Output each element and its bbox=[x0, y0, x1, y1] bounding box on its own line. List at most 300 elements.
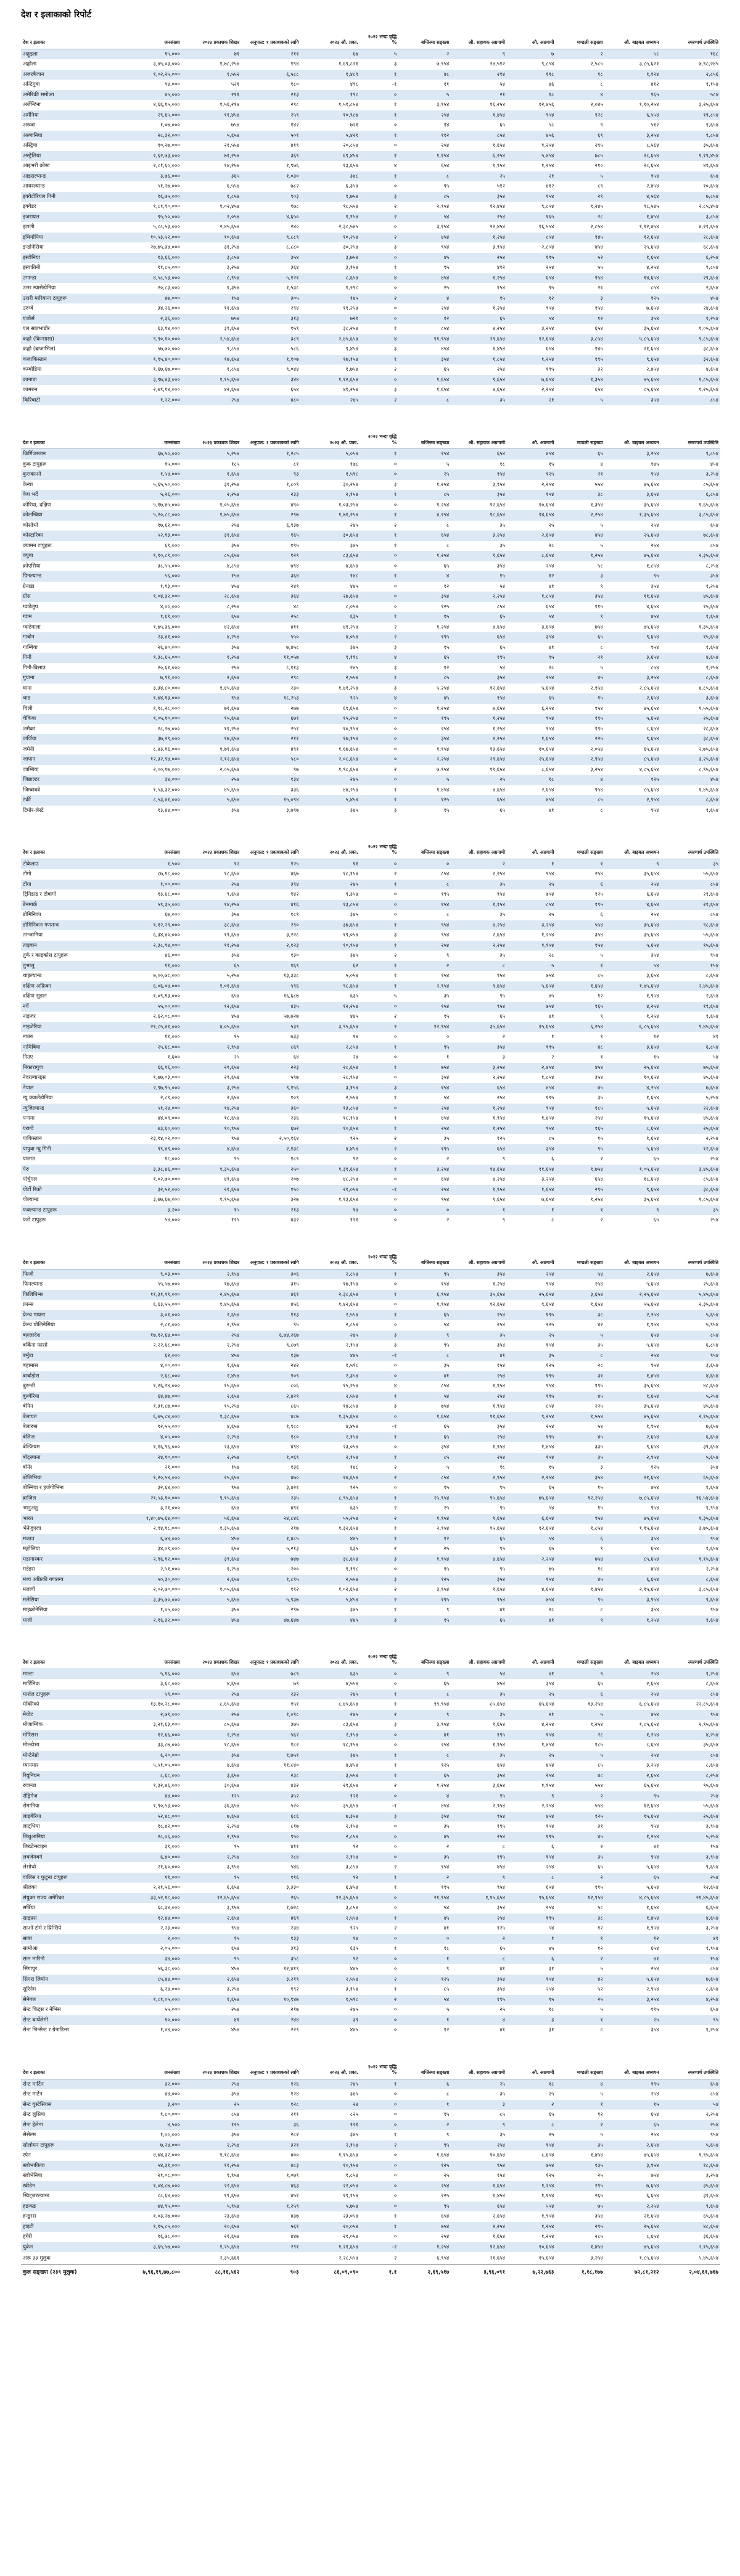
value-cell: ३७,६५४ bbox=[343, 922, 358, 928]
value-cell: २५ bbox=[548, 522, 554, 529]
value-cell: ८,६५४ bbox=[345, 275, 358, 281]
value-cell: ० bbox=[393, 2152, 397, 2158]
value-cell: ५५,६५४ bbox=[703, 1803, 718, 1810]
value-cell: ४९१ bbox=[290, 746, 299, 753]
value-cell: १२५ bbox=[594, 1813, 603, 1820]
value-cell: ३५ bbox=[500, 1332, 506, 1339]
value-cell: १,३५,६५४ bbox=[220, 1166, 240, 1173]
country-name-cell: ब्राजिल bbox=[23, 1495, 36, 1501]
value-cell: ८५४ bbox=[710, 1752, 718, 1759]
value-cell: १०,२५४ bbox=[343, 234, 358, 241]
value-cell: ८ bbox=[502, 962, 506, 969]
value-cell: १,३५,६५४ bbox=[220, 1525, 240, 1532]
value-cell: १५४ bbox=[441, 1281, 450, 1287]
value-cell: १,१२४ bbox=[646, 71, 659, 78]
country-row bbox=[21, 1503, 720, 1514]
value-cell: १ bbox=[393, 542, 397, 549]
country-row bbox=[21, 1331, 720, 1341]
value-cell: २५४ bbox=[651, 1670, 659, 1677]
value-cell: ३,९५४ bbox=[492, 244, 506, 251]
value-cell: ४,८५,६५४ bbox=[699, 685, 718, 691]
value-cell: २५,९५४ bbox=[434, 1495, 450, 1501]
country-name-cell: अस्ट्रेलिया bbox=[23, 152, 41, 159]
value-cell: ५,६५४ bbox=[646, 1885, 659, 1891]
value-cell: १९८ bbox=[350, 91, 358, 98]
value-cell: १,६७,६७,००० bbox=[153, 366, 180, 373]
value-cell: १५४ bbox=[441, 1864, 450, 1871]
value-cell: ३५ bbox=[597, 1095, 603, 1102]
value-cell: २,६५४ bbox=[705, 993, 718, 1000]
value-cell: ४,६५४ bbox=[226, 1681, 240, 1688]
value-cell: ६,४५४ bbox=[345, 1885, 358, 1891]
value-cell: २११ bbox=[290, 2112, 299, 2118]
value-cell: ८,६५४ bbox=[705, 1762, 718, 1769]
value-cell: ३,६५४ bbox=[590, 1291, 603, 1298]
value-cell: १३४ bbox=[290, 777, 299, 783]
value-cell: ५,६५४ bbox=[705, 1454, 718, 1461]
value-cell: ९,६५४ bbox=[646, 1186, 659, 1193]
country-row bbox=[21, 1185, 720, 1195]
value-cell: १२,६५४ bbox=[703, 1146, 718, 1152]
value-cell: ११,६५४ bbox=[490, 1413, 506, 1420]
value-cell: ५४ bbox=[548, 315, 554, 322]
country-row bbox=[21, 80, 720, 90]
value-cell: १,६५४ bbox=[705, 1617, 718, 1624]
value-cell: ० bbox=[393, 1281, 397, 1287]
value-cell: १३३ bbox=[290, 1935, 299, 1942]
value-cell: १५,६५४ bbox=[538, 2255, 554, 2261]
value-cell: १,१२,४५४ bbox=[639, 224, 659, 231]
value-cell: ३१ bbox=[548, 2027, 554, 2034]
value-cell: ६,२५४ bbox=[492, 152, 506, 159]
value-cell: ६,४०,००० bbox=[160, 1854, 180, 1860]
value-cell: २९७ bbox=[290, 512, 299, 518]
value-cell: ५ bbox=[600, 1966, 603, 1973]
value-cell: ६७२ bbox=[290, 1125, 299, 1132]
value-cell: १९२ bbox=[290, 1986, 299, 1993]
value-cell: २५४ bbox=[496, 1311, 506, 1318]
value-cell: ४,२५४ bbox=[492, 1176, 506, 1183]
value-cell: १०९ bbox=[290, 1373, 299, 1379]
value-cell: ६५ bbox=[500, 1535, 506, 1542]
value-cell: ९,६५४ bbox=[705, 2203, 718, 2210]
value-cell: १ bbox=[446, 2017, 450, 2023]
value-cell: १५४ bbox=[594, 275, 603, 281]
value-cell: ६,७५,८४,००० bbox=[153, 1413, 180, 1420]
value-cell: ० bbox=[393, 91, 397, 98]
country-name-cell: बहामास bbox=[23, 1363, 38, 1369]
country-name-cell: लेसोथो bbox=[23, 1864, 36, 1871]
column-header: बप्तिस्मा सङ्ख्या bbox=[398, 843, 451, 859]
value-cell: ६,८५४ bbox=[705, 492, 718, 498]
country-name-cell: चेकिया bbox=[23, 716, 36, 722]
value-cell: ५ bbox=[600, 952, 603, 959]
value-cell: ९५४ bbox=[496, 1885, 506, 1891]
value-cell: १२५ bbox=[651, 1464, 659, 1471]
value-cell: २५४ bbox=[231, 1691, 240, 1698]
value-cell: २५,६५४ bbox=[703, 716, 718, 722]
value-cell: १,०५,१०,००० bbox=[153, 716, 180, 722]
value-cell: ११,२५४ bbox=[224, 942, 240, 949]
value-cell: ३,७५४ bbox=[345, 254, 358, 261]
value-cell: ४४,२५४ bbox=[343, 786, 358, 793]
value-cell: ३५४ bbox=[496, 1576, 506, 1583]
value-cell: १,२५४ bbox=[590, 1722, 603, 1728]
value-cell: ४५४ bbox=[231, 1966, 240, 1973]
value-cell: ९५ bbox=[500, 1566, 506, 1572]
value-cell: ६७,५०,००० bbox=[157, 451, 180, 457]
value-cell: ५४६ bbox=[290, 1864, 299, 1871]
country-row bbox=[21, 480, 720, 490]
value-cell: २३६ bbox=[290, 1115, 299, 1122]
value-cell: ० bbox=[393, 2234, 397, 2240]
value-cell: ४ bbox=[393, 275, 397, 281]
value-cell: ९५ bbox=[500, 1546, 506, 1552]
value-cell: ६,०६,०४,००० bbox=[153, 983, 180, 989]
value-cell: ६,७४,२६७ bbox=[279, 1332, 299, 1339]
country-name-cell: सर्बिया bbox=[23, 1905, 35, 1912]
value-cell: १,८१,९०,००० bbox=[153, 204, 180, 210]
country-row bbox=[21, 2120, 720, 2131]
value-cell: १५४ bbox=[441, 901, 450, 908]
value-cell: ६५४ bbox=[231, 614, 240, 620]
value-cell: ८ bbox=[600, 1352, 603, 1359]
value-cell: १,९८,२८,००० bbox=[153, 705, 180, 712]
value-cell: २५४ bbox=[710, 1793, 718, 1799]
value-cell: २२३ bbox=[290, 1064, 299, 1071]
value-cell: ३४५ bbox=[350, 2091, 358, 2097]
country-name-cell: घाना bbox=[23, 685, 32, 691]
value-cell: ३५ bbox=[500, 542, 506, 549]
value-cell: १५४ bbox=[496, 285, 506, 292]
value-cell: ९५४ bbox=[546, 871, 554, 878]
country-row bbox=[21, 910, 720, 920]
value-cell: ३,९५४ bbox=[705, 1823, 718, 1830]
report-table bbox=[21, 33, 720, 405]
value-cell: २२५ bbox=[441, 2193, 450, 2199]
value-cell: १,१०७ bbox=[286, 356, 299, 363]
value-cell: १२,६५४ bbox=[490, 502, 506, 508]
value-cell: १,६५४ bbox=[646, 1905, 659, 1912]
value-cell: ४,६५४ bbox=[646, 603, 659, 610]
country-row bbox=[21, 1165, 720, 1175]
value-cell: १५,६५४ bbox=[703, 942, 718, 949]
value-cell: ५,६५४ bbox=[646, 1105, 659, 1112]
country-name-cell: साओ टोमे र प्रिन्सिपे bbox=[23, 1925, 62, 1932]
value-cell: १ bbox=[393, 614, 397, 620]
value-cell: ३५४ bbox=[546, 634, 554, 640]
country-name-cell: कङ्गो (ब्राजाभिल) bbox=[23, 346, 56, 353]
value-cell: ४१ bbox=[713, 1935, 718, 1942]
value-cell: ० bbox=[393, 2112, 397, 2118]
value-cell: ९५४ bbox=[546, 1383, 554, 1389]
value-cell: -१ bbox=[392, 1352, 397, 1359]
country-name-cell: ग्वाटेमाला bbox=[23, 624, 41, 630]
value-cell: ४१ bbox=[653, 1955, 659, 1962]
value-cell: १४,२५४ bbox=[224, 1105, 240, 1112]
value-cell: १५४ bbox=[710, 1955, 718, 1962]
value-cell: १,५१,८५४ bbox=[338, 102, 358, 109]
column-header: २०२३ प्रकाशक शिखर bbox=[182, 2063, 241, 2079]
value-cell: २०,८३,००० bbox=[157, 285, 180, 292]
value-cell: ६९,६५४ bbox=[343, 705, 358, 712]
value-cell: २१,६५४ bbox=[643, 2213, 659, 2219]
value-cell: ४६१ bbox=[290, 1291, 299, 1298]
value-cell: ३५४ bbox=[651, 1535, 659, 1542]
value-cell: २,२५४ bbox=[590, 512, 603, 518]
value-cell: ३४५ bbox=[350, 2132, 358, 2138]
value-cell: ६७१ bbox=[290, 716, 299, 722]
value-cell: २३,६५४ bbox=[224, 1444, 240, 1450]
value-cell: ९५ bbox=[548, 1996, 554, 2003]
value-cell: ७९ bbox=[293, 1681, 299, 1688]
value-cell: ४५४ bbox=[546, 1762, 554, 1769]
value-cell: ८ bbox=[502, 1844, 506, 1851]
value-cell: ६५ bbox=[500, 1013, 506, 1020]
value-cell: १,१३,६५४ bbox=[338, 1197, 358, 1203]
column-header: औ. अग्रगामी bbox=[507, 432, 556, 448]
value-cell: ४१२ bbox=[651, 81, 659, 88]
value-cell: १ bbox=[600, 1034, 603, 1041]
country-name-cell: मोरिसस bbox=[23, 1732, 38, 1738]
country-row bbox=[21, 1453, 720, 1463]
value-cell: ५७,७०,००० bbox=[157, 346, 180, 353]
value-cell: ३,८५४ bbox=[226, 254, 240, 261]
country-row bbox=[21, 582, 720, 592]
value-cell: १२५ bbox=[441, 1762, 450, 1769]
value-cell: ५,२१३ bbox=[286, 1546, 299, 1552]
value-cell: २८ bbox=[548, 542, 554, 549]
value-cell: १,९५४ bbox=[492, 1383, 506, 1389]
value-cell: १९८ bbox=[546, 71, 554, 78]
value-cell: ६ bbox=[600, 1535, 603, 1542]
value-cell: ४५६ bbox=[290, 1302, 299, 1308]
country-name-cell: कोसोभो bbox=[23, 522, 38, 529]
value-cell: ३,२५४ bbox=[646, 1996, 659, 2003]
value-cell: १०,९५४ bbox=[343, 2162, 358, 2169]
value-cell: २४,८४६ bbox=[283, 1515, 299, 1522]
country-row bbox=[21, 714, 720, 724]
column-header: देश र इलाका bbox=[21, 1253, 115, 1269]
value-cell: १,४५,६५४ bbox=[220, 1302, 240, 1308]
value-cell: २९८ bbox=[290, 102, 299, 109]
value-cell: ६५ bbox=[500, 644, 506, 651]
country-name-cell: रोमानिया bbox=[23, 1803, 40, 1810]
value-cell: ६५४ bbox=[231, 1505, 240, 1511]
column-header: जनसंख्या bbox=[115, 2063, 182, 2079]
value-cell: २१४ bbox=[496, 71, 506, 78]
value-cell: १५ bbox=[234, 1034, 240, 1041]
value-cell: ३६ bbox=[293, 2121, 299, 2128]
value-cell: ४६,००० bbox=[164, 952, 180, 959]
value-cell: १,२५४ bbox=[436, 1783, 450, 1790]
value-cell: ३५४ bbox=[231, 542, 240, 549]
value-cell: २३,०५४ bbox=[343, 2213, 358, 2219]
value-cell: २५४ bbox=[496, 1434, 506, 1440]
value-cell: ३०,६५४ bbox=[343, 532, 358, 539]
value-cell: ८१ bbox=[293, 461, 299, 468]
value-cell: ० bbox=[393, 1966, 397, 1973]
value-cell: ४८ bbox=[293, 603, 299, 610]
value-cell: ६ bbox=[551, 1844, 554, 1851]
value-cell: २८,६५४ bbox=[343, 1064, 358, 1071]
value-cell: २,२८,५५४ bbox=[338, 2255, 358, 2261]
value-cell: १८ bbox=[597, 71, 603, 78]
country-row bbox=[21, 1690, 720, 1700]
value-cell: ४१ bbox=[443, 1373, 450, 1379]
value-cell: ७,९५४ bbox=[436, 766, 450, 773]
value-cell: ३,२२८ bbox=[286, 932, 299, 939]
country-name-cell: जाम्बिया bbox=[23, 766, 39, 773]
value-cell: १५,६५४ bbox=[224, 716, 240, 722]
value-cell: ७५४ bbox=[546, 1596, 554, 1603]
column-header: जनसंख्या bbox=[115, 33, 182, 49]
value-cell: १ bbox=[393, 797, 397, 803]
value-cell: ४ bbox=[393, 654, 397, 661]
value-cell: ७५,६५४ bbox=[538, 1495, 554, 1501]
value-cell: ९५ bbox=[597, 1146, 603, 1152]
value-cell: ८५ bbox=[443, 675, 450, 681]
value-cell: १,८५४ bbox=[345, 2173, 358, 2179]
value-cell: ३ bbox=[393, 1403, 397, 1410]
country-name-cell: टिमोर-लेस्टे bbox=[23, 807, 44, 814]
country-row bbox=[21, 1124, 720, 1134]
value-cell: ५ bbox=[551, 962, 554, 969]
column-header: औ. सहायक अग्रगामी bbox=[451, 843, 507, 859]
value-cell: ३२१ bbox=[290, 2142, 299, 2149]
value-cell: २,६५४ bbox=[492, 2213, 506, 2219]
value-cell: ७८२ bbox=[290, 183, 299, 190]
value-cell: ६६,१६,००० bbox=[157, 1064, 180, 1071]
value-cell: १२५ bbox=[651, 295, 659, 302]
value-cell: २१,००० bbox=[164, 1464, 180, 1471]
value-cell: १,१५,६५४ bbox=[220, 376, 240, 383]
country-name-cell: कुक टापुहरू bbox=[23, 461, 47, 468]
value-cell: ९५ bbox=[234, 1156, 240, 1163]
value-cell: ६,६५४ bbox=[226, 1885, 240, 1891]
value-cell: १,०९,१३,००० bbox=[153, 993, 180, 1000]
country-row bbox=[21, 991, 720, 1002]
country-name-cell: इस्टोनिया bbox=[23, 254, 41, 261]
country-row bbox=[21, 1954, 720, 1965]
value-cell: ७५ bbox=[597, 2203, 603, 2210]
country-name-cell: आयरल्यान्ड bbox=[23, 183, 45, 190]
value-cell: २,९५४ bbox=[436, 1525, 450, 1532]
value-cell: १,८१,०५,००० bbox=[153, 1996, 180, 2003]
country-name-cell: साइप्रस bbox=[23, 1915, 37, 1922]
value-cell: १,१५४ bbox=[492, 901, 506, 908]
country-row bbox=[21, 1852, 720, 1863]
value-cell: ३ bbox=[393, 807, 397, 814]
country-row bbox=[21, 1371, 720, 1382]
value-cell: २४ bbox=[353, 2101, 358, 2108]
value-cell: १,२५४ bbox=[492, 305, 506, 312]
column-header: औ. बाइबल अध्ययन bbox=[605, 843, 661, 859]
country-name-cell: सेन्ट युस्टेसियस bbox=[23, 2101, 52, 2108]
country-row bbox=[21, 2202, 720, 2212]
country-row bbox=[21, 1361, 720, 1371]
value-cell: ४ bbox=[446, 295, 450, 302]
value-cell: २,८९,००० bbox=[160, 1095, 180, 1102]
value-cell: ८५ bbox=[443, 492, 450, 498]
value-cell: २,२५४ bbox=[492, 593, 506, 600]
value-cell: १ bbox=[393, 1946, 397, 1952]
country-name-cell: मलावी bbox=[23, 1587, 35, 1593]
column-header: औ. बाइबल अध्ययन bbox=[605, 2063, 661, 2079]
country-name-cell: बर्किना फासो bbox=[23, 1342, 47, 1348]
value-cell: ३,२०० bbox=[167, 2101, 180, 2108]
value-cell: ८ bbox=[600, 2027, 603, 2034]
header-row bbox=[21, 432, 720, 448]
value-cell: ३०,२५४ bbox=[343, 481, 358, 488]
value-cell: ३,२१९ bbox=[286, 1976, 299, 1983]
column-header: देश र इलाका bbox=[21, 1653, 115, 1669]
value-cell: ४५ bbox=[597, 1833, 603, 1840]
value-cell: ० bbox=[393, 1373, 397, 1379]
value-cell: ४ bbox=[502, 2017, 506, 2023]
value-cell: ३५ bbox=[500, 881, 506, 888]
column-header: २०२२ भन्दा वृद्धि % bbox=[360, 1653, 398, 1669]
value-cell: २,८५६ bbox=[705, 71, 718, 78]
value-cell: ६५ bbox=[597, 1864, 603, 1871]
value-cell: १,९५४ bbox=[492, 1186, 506, 1193]
value-cell: ३,४२१ bbox=[286, 1485, 299, 1491]
value-cell: ४८,६५४ bbox=[703, 2223, 718, 2230]
value-cell: ३,२५४ bbox=[646, 132, 659, 139]
value-cell: १५ bbox=[500, 295, 506, 302]
value-cell: १०,९४७ bbox=[283, 1996, 299, 2003]
value-cell: १,३१,६५४ bbox=[338, 1166, 358, 1173]
value-cell: १५,००० bbox=[164, 51, 180, 57]
value-cell: १,७५१ bbox=[286, 1752, 299, 1759]
value-cell: २,६५४ bbox=[646, 1772, 659, 1779]
value-cell: १,०२,४५४ bbox=[220, 204, 240, 210]
value-cell: १५ bbox=[597, 1505, 603, 1511]
value-cell: १३५ bbox=[594, 2162, 603, 2169]
value-cell: ११ bbox=[353, 861, 358, 867]
value-cell: ९,४५,६५४ bbox=[699, 1023, 718, 1030]
country-row bbox=[21, 1554, 720, 1565]
value-cell: ५ bbox=[446, 91, 450, 98]
value-cell: ७५४ bbox=[546, 973, 554, 980]
value-cell: ५६,००० bbox=[164, 573, 180, 579]
value-cell: ५४ bbox=[443, 1905, 450, 1912]
value-cell: १३० bbox=[290, 952, 299, 959]
value-cell: १,७१,६५४ bbox=[220, 746, 240, 753]
value-cell: ४,५०० bbox=[167, 2121, 180, 2128]
value-cell: २ bbox=[393, 366, 397, 373]
country-row bbox=[21, 1442, 720, 1453]
value-cell: ६५४ bbox=[594, 387, 603, 394]
value-cell: ७५४ bbox=[231, 122, 240, 129]
country-name-cell: साबा bbox=[23, 1935, 33, 1942]
country-row bbox=[21, 1290, 720, 1300]
country-row bbox=[21, 1073, 720, 1083]
value-cell: ७३,६०,००० bbox=[157, 1125, 180, 1132]
value-cell: २,५५४ bbox=[345, 1095, 358, 1102]
value-cell: १.१ bbox=[360, 2264, 398, 2279]
value-cell: २,६२,०८,००० bbox=[153, 1013, 180, 1020]
value-cell: २१,८५,४१,००० bbox=[150, 1023, 180, 1030]
country-name-cell: सान मारिनो bbox=[23, 1955, 45, 1962]
value-cell: २५ bbox=[234, 1054, 240, 1061]
country-row bbox=[21, 1710, 720, 1720]
value-cell: १,५५,६५४ bbox=[699, 705, 718, 712]
country-name-cell: इक्वेटोरियल गिनी bbox=[23, 193, 56, 200]
value-cell: ३५४ bbox=[651, 952, 659, 959]
value-cell: १,६५४ bbox=[436, 2152, 450, 2158]
value-cell: १,८५,६५४ bbox=[699, 376, 718, 383]
